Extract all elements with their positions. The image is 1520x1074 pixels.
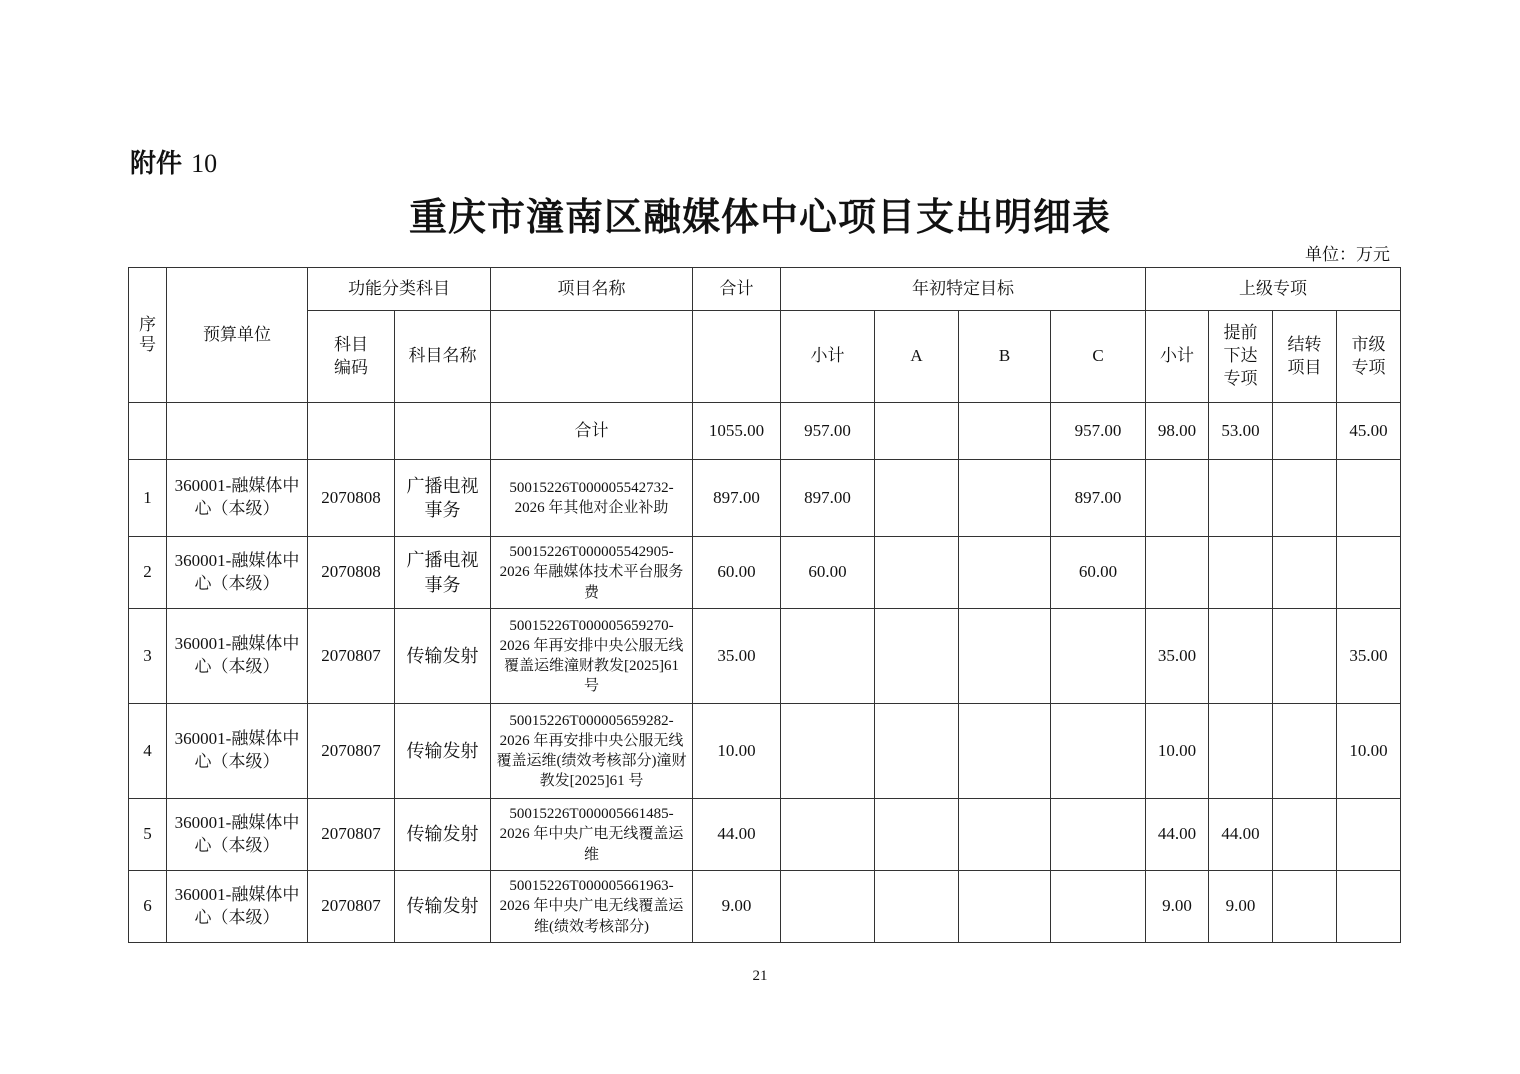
header-col-b: B — [959, 311, 1051, 403]
total-cell-blank — [129, 403, 167, 460]
total-cell-blank — [395, 403, 491, 460]
row-a — [875, 799, 959, 871]
total-total: 1055.00 — [693, 403, 781, 460]
row-project-name: 50015226T000005659282-2026 年再安排中央公服无线覆盖运维(绩效考核部分)潼财教发[2025]61 号 — [491, 704, 693, 799]
row-subject-name: 传输发射 — [395, 871, 491, 943]
row-budget-unit: 360001-融媒体中心（本级） — [167, 704, 308, 799]
row-subtotal: 897.00 — [781, 460, 875, 537]
row-advance: 9.00 — [1209, 871, 1273, 943]
total-carryover — [1273, 403, 1337, 460]
row-seq: 3 — [129, 609, 167, 704]
row-total: 35.00 — [693, 609, 781, 704]
total-a — [875, 403, 959, 460]
row-c — [1051, 609, 1146, 704]
row-c — [1051, 799, 1146, 871]
row-seq: 5 — [129, 799, 167, 871]
row-project-name: 50015226T000005542905-2026 年融媒体技术平台服务费 — [491, 537, 693, 609]
total-advance: 53.00 — [1209, 403, 1273, 460]
row-subject-name: 传输发射 — [395, 799, 491, 871]
row-advance: 44.00 — [1209, 799, 1273, 871]
header-total: 合计 — [693, 268, 781, 311]
row-seq: 4 — [129, 704, 167, 799]
unit-label: 单位：万元 — [1305, 245, 1390, 264]
row-seq: 1 — [129, 460, 167, 537]
row-b — [959, 871, 1051, 943]
row-b — [959, 460, 1051, 537]
row-c: 897.00 — [1051, 460, 1146, 537]
row-subject-name: 传输发射 — [395, 609, 491, 704]
row-a — [875, 871, 959, 943]
row-sup-subtotal: 9.00 — [1146, 871, 1209, 943]
row-municipal — [1337, 799, 1401, 871]
page-number: 21 — [752, 968, 768, 984]
total-municipal: 45.00 — [1337, 403, 1401, 460]
header-col-c: C — [1051, 311, 1146, 403]
header-carryover: 结转项目 — [1273, 311, 1337, 403]
row-c: 60.00 — [1051, 537, 1146, 609]
header-func-class: 功能分类科目 — [308, 268, 491, 311]
row-project-name: 50015226T000005661963-2026 年中央广电无线覆盖运维(绩效考核部分) — [491, 871, 693, 943]
row-municipal — [1337, 871, 1401, 943]
row-sup-subtotal — [1146, 460, 1209, 537]
row-b — [959, 609, 1051, 704]
row-project-name: 50015226T000005542732-2026 年其他对企业补助 — [491, 460, 693, 537]
row-subject-name: 广播电视事务 — [395, 460, 491, 537]
row-subtotal — [781, 799, 875, 871]
row-total: 10.00 — [693, 704, 781, 799]
total-subtotal: 957.00 — [781, 403, 875, 460]
row-municipal: 35.00 — [1337, 609, 1401, 704]
row-a — [875, 609, 959, 704]
header-budget-unit: 预算单位 — [167, 268, 308, 403]
row-a — [875, 537, 959, 609]
total-cell-blank — [308, 403, 395, 460]
table-row — [129, 871, 1401, 943]
row-carryover — [1273, 871, 1337, 943]
header-municipal: 市级专项 — [1337, 311, 1401, 403]
total-label: 合计 — [491, 403, 693, 460]
row-advance — [1209, 537, 1273, 609]
table-row — [129, 460, 1401, 537]
row-subject-name: 传输发射 — [395, 704, 491, 799]
row-subject-code: 2070807 — [308, 609, 395, 704]
expenditure-table — [128, 267, 1401, 943]
header-annual-target: 年初特定目标 — [781, 268, 1146, 311]
attachment-label: 附件 10 — [130, 149, 218, 179]
header-project-blank — [491, 311, 693, 403]
table-row — [129, 609, 1401, 704]
header-row-2 — [129, 311, 1401, 403]
header-subject-name: 科目名称 — [395, 311, 491, 403]
row-advance — [1209, 704, 1273, 799]
row-c — [1051, 871, 1146, 943]
row-budget-unit: 360001-融媒体中心（本级） — [167, 537, 308, 609]
row-subtotal: 60.00 — [781, 537, 875, 609]
row-municipal: 10.00 — [1337, 704, 1401, 799]
row-total: 897.00 — [693, 460, 781, 537]
header-sup-subtotal: 小计 — [1146, 311, 1209, 403]
row-c — [1051, 704, 1146, 799]
total-c: 957.00 — [1051, 403, 1146, 460]
row-budget-unit: 360001-融媒体中心（本级） — [167, 609, 308, 704]
row-seq: 2 — [129, 537, 167, 609]
row-a — [875, 704, 959, 799]
row-b — [959, 799, 1051, 871]
row-advance — [1209, 460, 1273, 537]
row-subject-code: 2070807 — [308, 799, 395, 871]
row-municipal — [1337, 537, 1401, 609]
total-sup-subtotal: 98.00 — [1146, 403, 1209, 460]
header-subject-code: 科目编码 — [308, 311, 395, 403]
row-budget-unit: 360001-融媒体中心（本级） — [167, 799, 308, 871]
row-subtotal — [781, 871, 875, 943]
header-col-a: A — [875, 311, 959, 403]
row-b — [959, 704, 1051, 799]
row-a — [875, 460, 959, 537]
row-sup-subtotal: 35.00 — [1146, 609, 1209, 704]
row-subject-name: 广播电视事务 — [395, 537, 491, 609]
row-project-name: 50015226T000005659270-2026 年再安排中央公服无线覆盖运维潼财教发[2025]61 号 — [491, 609, 693, 704]
page-title: 重庆市潼南区融媒体中心项目支出明细表 — [408, 194, 1111, 239]
header-superior: 上级专项 — [1146, 268, 1401, 311]
row-advance — [1209, 609, 1273, 704]
row-sup-subtotal: 10.00 — [1146, 704, 1209, 799]
row-total: 9.00 — [693, 871, 781, 943]
row-total: 44.00 — [693, 799, 781, 871]
row-seq: 6 — [129, 871, 167, 943]
header-advance: 提前下达专项 — [1209, 311, 1273, 403]
total-cell-blank — [167, 403, 308, 460]
row-budget-unit: 360001-融媒体中心（本级） — [167, 871, 308, 943]
row-subtotal — [781, 704, 875, 799]
total-b — [959, 403, 1051, 460]
header-seq: 序号 — [129, 268, 167, 403]
header-project-name: 项目名称 — [491, 268, 693, 311]
header-row-1 — [129, 268, 1401, 311]
row-sup-subtotal — [1146, 537, 1209, 609]
row-subtotal — [781, 609, 875, 704]
row-subject-code: 2070807 — [308, 704, 395, 799]
row-carryover — [1273, 704, 1337, 799]
attachment-number: 10 — [191, 149, 218, 178]
row-budget-unit: 360001-融媒体中心（本级） — [167, 460, 308, 537]
row-municipal — [1337, 460, 1401, 537]
row-sup-subtotal: 44.00 — [1146, 799, 1209, 871]
row-carryover — [1273, 460, 1337, 537]
row-carryover — [1273, 799, 1337, 871]
header-subtotal: 小计 — [781, 311, 875, 403]
row-b — [959, 537, 1051, 609]
row-subject-code: 2070808 — [308, 460, 395, 537]
row-carryover — [1273, 609, 1337, 704]
row-project-name: 50015226T000005661485-2026 年中央广电无线覆盖运维 — [491, 799, 693, 871]
header-total-blank — [693, 311, 781, 403]
row-subject-code: 2070807 — [308, 871, 395, 943]
row-subject-code: 2070808 — [308, 537, 395, 609]
row-total: 60.00 — [693, 537, 781, 609]
table-row — [129, 799, 1401, 871]
table-row — [129, 704, 1401, 799]
row-carryover — [1273, 537, 1337, 609]
table-row — [129, 537, 1401, 609]
total-row — [129, 403, 1401, 460]
